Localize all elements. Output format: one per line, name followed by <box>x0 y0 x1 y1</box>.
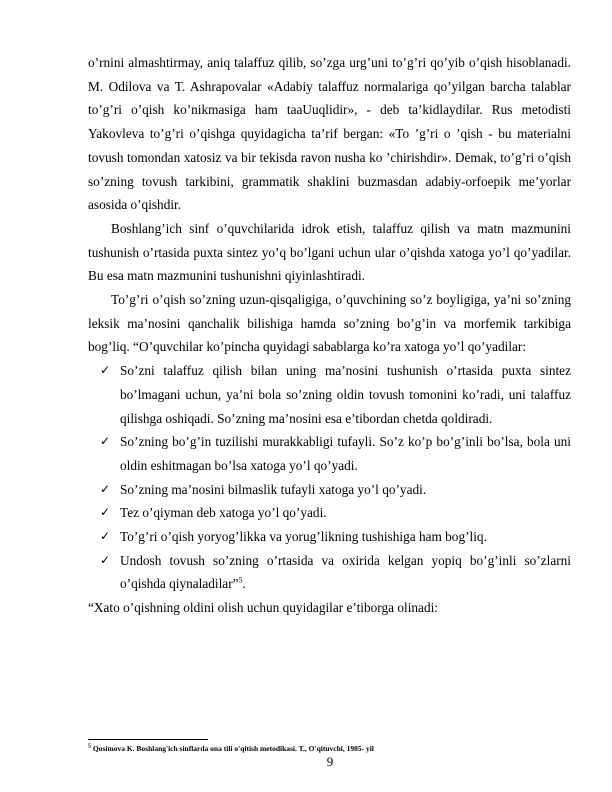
checkmark-icon: ✓ <box>100 363 111 378</box>
reasons-list <box>88 359 571 596</box>
checkmark-icon: ✓ <box>100 434 111 449</box>
footnote <box>88 744 374 754</box>
list-item <box>88 501 571 525</box>
paragraph-3: To’g’ri o’qish so’zning uzun-qisqaligiga, o’quvchining so’z boyligiga, ya’ni so’zning leksik ma’nosini qanchalik bilishiga hamda so’zning bo’g’in va morfemik tarkibiga bog’liq. “O’quvchilar ko’pincha quyidagi sabablarga ko’ra xatoga yo’l qo’yadilar: <box>88 292 571 355</box>
list-item-text: So’zning ma’nosini bilmaslik tufayli xatoga yo’l qo’yadi. <box>120 481 427 497</box>
list-item-text: So’zni talaffuz qilish bilan uning ma’nosini tushunish o’rtasida puxta sintez bo’lmagani uchun, ya’ni bola so’zning oldin tovush tomonini ko’radi, uni talaffuz qilishga oshiqadi. So’zning ma’nosini esa e’tibordan chetda qoldiradi. <box>120 363 571 426</box>
list-item-text: Undosh tovush so’zning o’rtasida va oxirida kelgan yopiq bo’g’inli so’zlarni o’qishda qiynaladilar” <box>120 552 571 592</box>
footnote-reference[interactable]: 5 <box>238 576 243 586</box>
list-item <box>88 359 571 430</box>
paragraph-2: Boshlang’ich sinf o’quvchilarida idrok etish, talaffuz qilish va matn mazmunini tushunish o’rtasida puxta sintez yo’q bo’lgani uchun ular o’qishda xatoga yo’l qo’yadilar. Bu esa matn mazmunini tushunishni qiyinlashtiradi. <box>88 220 571 284</box>
footnote-number: 5 <box>88 743 91 750</box>
paragraph-4: “Xato o’qishning oldini olish uchun quyidagilar e’tiborga olinadi: <box>88 600 438 616</box>
list-item-tail: . <box>242 576 246 592</box>
page-number: 9 <box>326 754 334 769</box>
document-page <box>88 51 571 620</box>
paragraph-1: o’rnini almashtirmay, aniq talaffuz qilib, so’zga urg’uni to’g’ri qo’yib o’qish hisoblanadi. M. Odilova va T. Ashrapovalar «Adabiy talaffuz normalariga qo’yilgan barcha talablar to’g’ri o’qish ko’nikmasiga ham taaUuqlidir», - deb ta’kidlaydilar. Rus metodisti Yakovleva to’g’ri o’qishga quyidagicha ta’rif bergan: «To ’g’ri o ’qish - bu materialni tovush tomondan xatosiz va bir tekisda ravon nusha ko ’chirishdir». Demak, to’g’ri o’qish so’zning tovush tarkibini, grammatik shaklini buzmasdan adabiy-orfoepik me’yorlar asosida o’qishdir. <box>88 55 571 213</box>
list-item-text: To’g’ri o’qish yoryog’likka va yorug’likning tushishiga ham bog’liq. <box>120 529 487 545</box>
list-item <box>88 430 571 477</box>
list-item-text: Tez o’qiyman deb xatoga yo’l qo’yadi. <box>120 505 327 521</box>
checkmark-icon: ✓ <box>100 529 111 544</box>
checkmark-icon: ✓ <box>100 481 111 496</box>
list-item <box>88 525 571 549</box>
list-item <box>88 478 571 502</box>
list-item <box>88 549 571 596</box>
footnote-divider <box>88 739 208 740</box>
checkmark-icon: ✓ <box>100 505 111 520</box>
list-item-text: So’zning bo’g’in tuzilishi murakkabligi tufayli. So’z ko’p bo’g’inli bo’lsa, bola uni oldin eshitmagan bo’lsa xatoga yo’l qo’yadi. <box>120 434 571 473</box>
checkmark-icon: ✓ <box>100 552 111 567</box>
footnote-text: Qosimova K. Boshlang'ich sinflarda ona tili o'qitish metodikasi. T., O'qituvchi, 1985- yil <box>91 744 374 753</box>
